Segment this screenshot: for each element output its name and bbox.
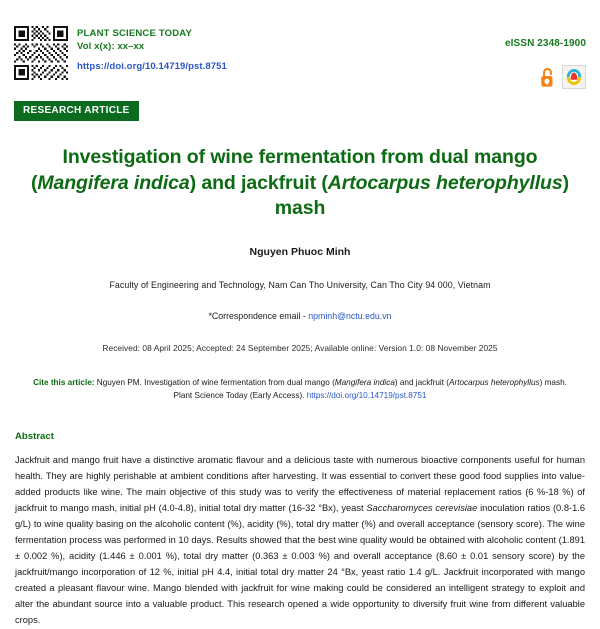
abstract-heading: Abstract — [15, 430, 54, 442]
title-part-2: ) and jackfruit ( — [189, 171, 328, 194]
journal-info — [77, 26, 227, 77]
citation-text-2: ) and jackfruit ( — [394, 378, 450, 388]
citation-species-2: Artocarpus heterophyllus — [449, 378, 540, 388]
correspondence-email-link[interactable]: npminh@nctu.edu.vn — [308, 311, 392, 322]
citation-species-1: Mangifera indica — [334, 378, 395, 388]
author-list: Nguyen Phuoc Minh — [249, 246, 351, 259]
journal-volume: Vol x(x): xx–xx — [77, 41, 145, 53]
masthead-icon-row — [505, 65, 586, 89]
masthead-right — [505, 26, 586, 89]
journal-logo-icon — [562, 65, 586, 89]
correspondence-label: *Correspondence email - — [208, 311, 309, 322]
affiliation: Faculty of Engineering and Technology, Nam Can Tho University, Can Tho City 94 000, Vietnam — [109, 280, 491, 291]
journal-name: PLANT SCIENCE TODAY — [77, 28, 192, 39]
abstract-body — [15, 453, 585, 629]
journal-doi-link[interactable]: https://doi.org/10.14719/pst.8751 — [77, 60, 227, 72]
abstract-species-1: Saccharomyces cerevisiae — [366, 502, 478, 513]
title-part-3: ) mash — [274, 171, 570, 220]
open-access-lock-icon — [540, 67, 555, 88]
qr-code-icon — [14, 26, 68, 80]
correspondence — [14, 311, 586, 321]
masthead — [14, 0, 586, 89]
article-type-badge: RESEARCH ARTICLE — [14, 101, 139, 121]
citation-text-1: Nguyen PM. Investigation of wine fermentation from dual mango ( — [96, 378, 335, 388]
page-title — [16, 145, 584, 222]
title-part-1: Investigation of wine fermentation from dual mango ( — [30, 146, 538, 194]
citation-doi-link[interactable]: https://doi.org/10.14719/pst.8751 — [306, 391, 427, 401]
publication-dates: Received: 08 April 2025; Accepted: 24 September 2025; Available online: Version 1.0: 08 November 2025 — [102, 343, 498, 354]
title-species-1: Mangifera indica — [37, 171, 190, 194]
abstract-part-1: Jackfruit and mango fruit have a distinctive aromatic flavour and a delicious taste with numerous bioactive components useful for human health. They are highly perishable at ambient conditions after harvesting. It was essential to convert these good food supplies into value-added products like wine. The main objective of this study was to verify the effectiveness of material replacement ratios (6 %-18 %) of jackfruit to mango mash, initial pH (4.0-4.8), initial total dry matter (16-32 °Bx), yeast — [15, 454, 585, 513]
eissn-label: eISSN 2348-1900 — [504, 38, 586, 49]
citation-text-3: ) mash. Plant Science Today (Early Access). — [173, 378, 567, 401]
abstract-part-2: inoculation ratios (0.8-1.6 g/L) to wine quality basing on the alcoholic content (%), acidity (%), total dry matter (%) and overall acceptance (sensory score). The wine fermentation process was performed in 10 days. Results showed that the best wine quality would be obtained with alcoholic content (1.891 ± 0.002 %), acidity (1.446 ± 0.001 %), total dry matter (0.363 ± 0.003 %) and overall acceptance (8.60 ± 0.01 sensory score) by the jackfruit/mango incorporation of 12 %, initial pH 4.4, initial total dry matter 24 °Bx, yeast ratio 1.4 g/L. Jackfruit incorporated with mango created a pleasant flavour wine. Mango blended with jackfruit for wine making could be considered an intelligent strategy to exploit and alter the abundant source into a valuable product. This research opened a wide opportunity to diversify fruit wine from different valuable crops. — [15, 502, 586, 625]
citation-block — [30, 376, 570, 403]
title-species-2: Artocarpus heterophyllus — [327, 171, 563, 194]
cite-this-article-label: Cite this article: — [33, 378, 97, 388]
masthead-left — [14, 26, 227, 80]
